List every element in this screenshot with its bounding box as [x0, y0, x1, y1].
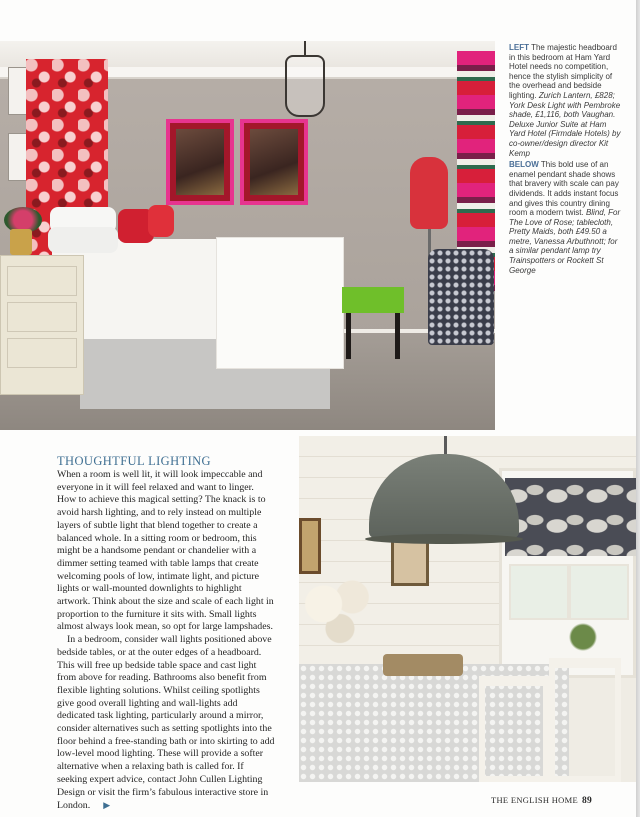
bedside-table	[0, 255, 84, 395]
pendant-rim	[365, 534, 523, 544]
bedroom-photo	[0, 41, 495, 430]
white-throw	[216, 237, 344, 369]
potted-plant	[567, 620, 599, 654]
hydrangea-bouquet	[299, 576, 381, 646]
article-heading: THOUGHTFUL LIGHTING	[57, 454, 211, 468]
framed-portrait	[240, 119, 308, 205]
window-pane	[569, 564, 629, 620]
caption-keyword-left: LEFT	[509, 43, 529, 52]
wicker-basket	[383, 654, 463, 676]
article-paragraph	[57, 634, 275, 813]
lantern-chain	[304, 41, 306, 55]
green-bench	[342, 287, 404, 313]
pendant-cord	[444, 436, 447, 454]
white-pillow	[48, 227, 118, 253]
caption-left-credits: Zurich Lantern, £828; York Desk Light with Pembroke shade, £1,116, both Vaughan. Deluxe Junior Suite at Ham Yard Hotel (Firmdale Hotels) by co-owner/design director Kit Kemp	[509, 90, 621, 158]
article-paragraph-text: In a bedroom, consider wall lights positioned above bedside tables, or at the outer edges of a headboard. This will free up bedside table space and cast light from above for reading. Bathrooms also benefit from flexible lighting solutions. Whilst ceiling spotlights give good overall lighting and wall-lights add dedicated task lighting, particularly around a mirror, consider alternatives such as setting spotlights into the floor behind a free-standing bath or into skirting to add low-level mood lighting. These will provide a softer alternative when a relaxing bath is called for. If seeking expert advice, contact John Cullen Lighting Design or visit the firm’s fabulous interactive store in London.	[57, 634, 275, 812]
framed-picture	[299, 518, 321, 574]
flower-pot	[10, 229, 32, 255]
caption-below-credits: Blind, For The Love of Rose; tablecloth, Pretty Maids, both £49.50 a metre, Vanessa Arbuthnott; for a similar pendant lamp try Trainspotters or Rockett St George	[509, 208, 621, 275]
roman-blind	[505, 478, 636, 556]
zurich-lantern	[285, 55, 325, 117]
page-number: 89	[581, 796, 593, 806]
caption-keyword-below: BELOW	[509, 160, 539, 170]
dining-chair	[549, 658, 621, 782]
red-cushion	[148, 205, 174, 237]
caption-left-text: The majestic headboard in this bedroom at Ham Yard Hotel needs no competition, hence the stylish simplicity of the overhead and bedside lighting.	[509, 43, 617, 100]
page-footer	[491, 795, 592, 806]
photo-caption	[509, 43, 623, 277]
magazine-title: THE ENGLISH HOME	[491, 795, 578, 805]
framed-portrait	[166, 119, 234, 205]
armchair	[428, 249, 494, 345]
article-paragraph: When a room is well lit, it will look impeccable and everyone in it will feel relaxed and want to linger. How to achieve this magical setting? The knack is to avoid harsh lighting, and to rely instead on multiple layers of subtle light that blend together to create a balanced whole. In a sitting room or bedroom, this might be a handsome pendant or chandelier with a dimmer setting teamed with table lamps that create welcoming pools of low, intimate light, and picture lights or wall-mounted downlights to highlight artwork. Think about the size and scale of each light in proportion to the furniture it sits with. Small lights almost always look mean, so opt for large lampshades.	[57, 469, 274, 633]
wall-print	[8, 67, 28, 115]
page-edge-shadow	[636, 0, 640, 817]
caption-below-text: This bold use of an enamel pendant shade shows that bravery with scale can pay dividends. It adds instant focus and gives this country dining room a modern twist.	[509, 160, 619, 218]
continue-arrow-icon: ▶	[103, 800, 111, 811]
framed-picture	[391, 538, 429, 586]
dress-form	[410, 157, 448, 229]
dining-room-photo	[299, 436, 636, 782]
wall-print	[8, 133, 28, 181]
article-body	[57, 454, 275, 813]
dining-chair	[479, 676, 549, 782]
window-pane	[509, 564, 569, 620]
bench-legs	[346, 313, 400, 359]
